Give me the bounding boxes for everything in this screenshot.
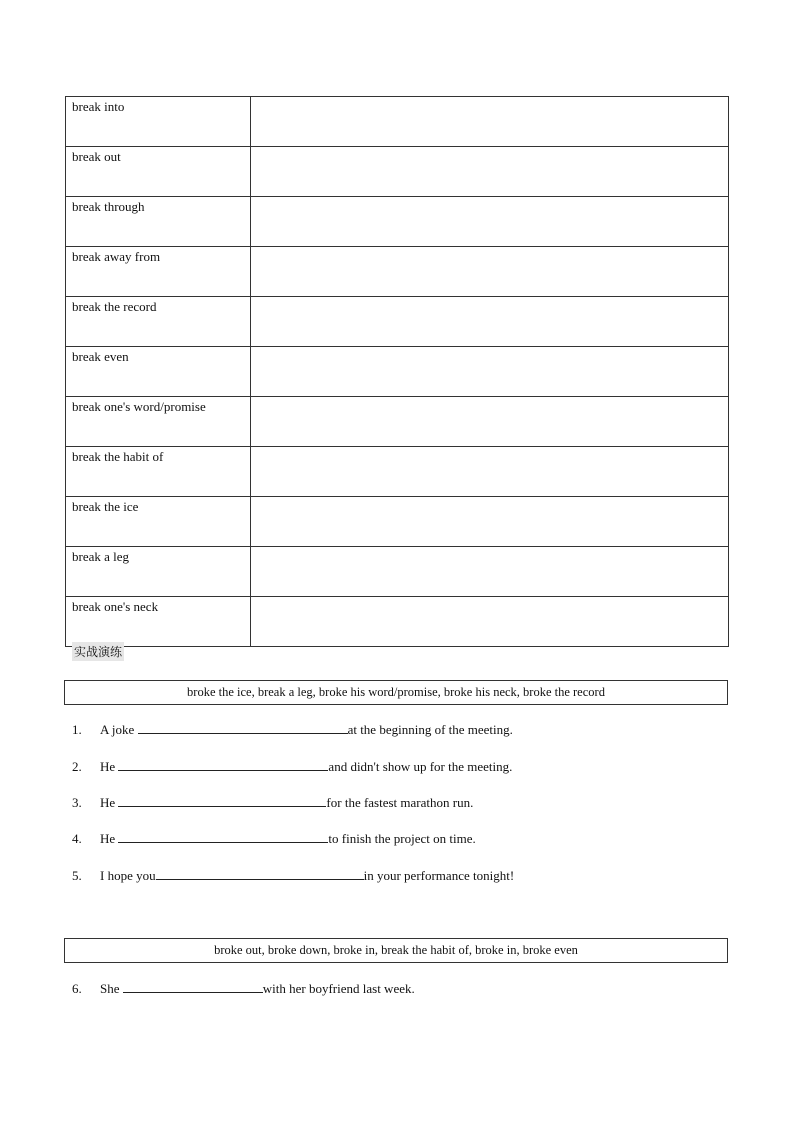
table-row (66, 397, 729, 447)
phrase-meaning-cell[interactable] (251, 247, 729, 297)
table-row (66, 547, 729, 597)
question-text-before: He (100, 795, 119, 810)
question-number: 3. (72, 795, 82, 810)
phrase-meaning-cell[interactable] (251, 197, 729, 247)
phrase-meaning-cell[interactable] (251, 497, 729, 547)
question-text-after: to finish the project on time. (328, 831, 476, 846)
table-row (66, 247, 729, 297)
question-text-after: with her boyfriend last week. (262, 981, 415, 996)
table-row (66, 147, 729, 197)
answer-blank[interactable] (123, 980, 263, 993)
answer-blank[interactable] (118, 830, 328, 843)
question-number: 1. (72, 722, 82, 737)
phrase-meaning-cell[interactable] (251, 147, 729, 197)
answer-blank[interactable] (138, 721, 348, 734)
phrase-term: break the ice (66, 497, 251, 547)
question-number: 6. (72, 981, 82, 996)
question-6 (72, 980, 415, 997)
answer-blank[interactable] (118, 758, 328, 771)
question-text-before: She (100, 981, 123, 996)
question-text-after: and didn't show up for the meeting. (328, 759, 513, 774)
phrase-meaning-cell[interactable] (251, 597, 729, 647)
question-2 (72, 758, 512, 775)
phrase-meaning-cell[interactable] (251, 447, 729, 497)
phrase-meaning-cell[interactable] (251, 547, 729, 597)
question-4 (72, 830, 476, 847)
answer-blank[interactable] (156, 867, 364, 880)
question-number: 4. (72, 831, 82, 846)
question-text-before: I hope you (100, 868, 156, 883)
table-row (66, 197, 729, 247)
table-row (66, 97, 729, 147)
phrase-term: break out (66, 147, 251, 197)
question-text-before: A joke (100, 722, 138, 737)
phrase-term: break even (66, 347, 251, 397)
question-number: 2. (72, 759, 82, 774)
question-text-after: at the beginning of the meeting. (347, 722, 513, 737)
answer-blank[interactable] (118, 794, 326, 807)
phrase-term: break through (66, 197, 251, 247)
section-label: 实战演练 (72, 642, 124, 661)
question-1 (72, 721, 513, 738)
question-text-before: He (100, 759, 119, 774)
table-row (66, 347, 729, 397)
phrase-term: break the record (66, 297, 251, 347)
table-row (66, 447, 729, 497)
phrase-term: break away from (66, 247, 251, 297)
word-bank-1: broke the ice, break a leg, broke his word/promise, broke his neck, broke the record (64, 680, 728, 705)
phrase-term: break the habit of (66, 447, 251, 497)
phrase-term: break one's word/promise (66, 397, 251, 447)
question-text-before: He (100, 831, 119, 846)
table-row (66, 297, 729, 347)
phrase-term: break a leg (66, 547, 251, 597)
phrase-meaning-cell[interactable] (251, 397, 729, 447)
question-text-after: for the fastest marathon run. (326, 795, 474, 810)
word-bank-2: broke out, broke down, broke in, break the habit of, broke in, broke even (64, 938, 728, 963)
question-number: 5. (72, 868, 82, 883)
phrase-meaning-cell[interactable] (251, 97, 729, 147)
question-5 (72, 867, 514, 884)
question-text-after: in your performance tonight! (363, 868, 515, 883)
question-3 (72, 794, 473, 811)
phrase-term: break one's neck (66, 597, 251, 647)
phrase-meaning-cell[interactable] (251, 297, 729, 347)
phrase-meaning-cell[interactable] (251, 347, 729, 397)
table-row (66, 597, 729, 647)
phrase-table (65, 96, 729, 647)
phrase-term: break into (66, 97, 251, 147)
table-row (66, 497, 729, 547)
